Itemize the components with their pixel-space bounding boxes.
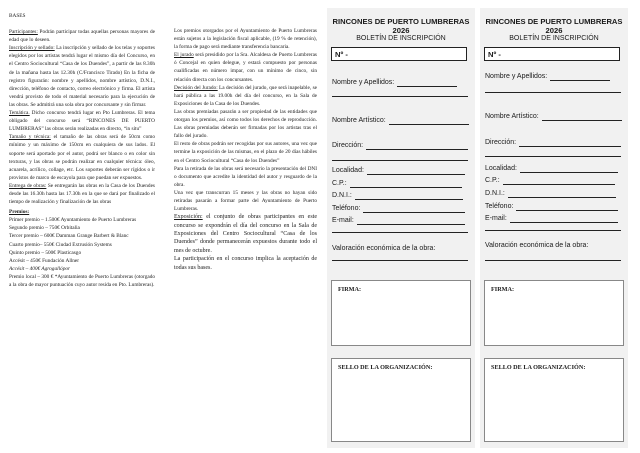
size-paragraph [9,133,155,182]
artistic-name-field[interactable]: Nombre Artístico: [332,116,469,125]
registration-form-right [480,8,628,448]
size-text: el tamaño de las obras será de 50cm como mínimo y un máximo de 150cm en cualquiera de sus lados. El soporte será aportado por el autor, podrá ser blanco o en color sin texturas, y las obras se podrán realizar en cualquier técnica: óleo, acuarela, acrílico, collage, etc. Los soportes deberán ser rígidos o ir provistos de marco de escayola para que puedan ser expuestos. [9,134,155,181]
form-year: 2026 [545,26,563,35]
email-field[interactable]: E-mail: [485,214,618,223]
dni-field[interactable]: D.N.I.: [485,189,616,198]
prize-item: Premio local – 300 € *Ayuntamiento de Puerto Lumbreras (otorgado a la obra de mayor puntuación cuyo autor resida en Pto. Lumbreras). [9,273,155,288]
dni-field[interactable]: D.N.I.: [332,191,463,200]
registration-paragraph [9,44,155,109]
prize-item: Tercer premio – 600€ Damman Grange Barbert & Blanc [9,233,129,240]
form-title: RINCONES DE PUERTO LUMBRERAS [485,17,623,26]
exhibition-label: Exposición: [174,214,203,221]
phone-field[interactable]: Teléfono: [332,204,465,213]
delivery-paragraph [9,182,155,206]
unclaimed-paragraph: Una vez que transcurran 15 meses y las obras no hayan sido retiradas pasarán a formar parte del Ayuntamiento de Puerto Lumbreras. [174,189,317,213]
prizes-title: Premios: [9,209,30,216]
jury-paragraph [174,51,317,83]
prize-item: Cuarto premio– 550€ Ciudad Extrusión Systems [9,241,112,248]
phone-field[interactable]: Teléfono: [485,202,618,211]
address-field[interactable]: Dirección: [485,138,621,147]
registration-number-field[interactable]: Nº - [484,47,620,61]
jury-label: El jurado [174,52,194,59]
pickup-paragraph: El resto de obras podrán ser recogidas por sus autores, una vez que termine la exposición de las mismas, en el plazo de 20 días hábiles en el Centro Sociocultural “Casa de los Duendes” [174,141,317,164]
postal-code-field[interactable]: C.P.: [485,176,615,185]
exhibition-text: el conjunto de obras participantes en este concurso se expondrán el día del concurso en la Sala de Exposiciones del Centro Sociocultural “Casa de los Duendes” donde permanecerán expuestos durante todo el mes de octubre. [174,214,317,254]
artwork-value-field[interactable]: Valoración económica de la obra: [485,242,589,249]
signature-box[interactable]: FIRMA: [484,280,624,346]
signature-box[interactable]: FIRMA: [331,280,471,346]
form-title: RINCONES DE PUERTO LUMBRERAS [332,17,470,26]
bases-column-middle [174,27,317,272]
artwork-value-field[interactable]: Valoración económica de la obra: [332,245,436,252]
city-field[interactable]: Localidad: [332,166,465,175]
tax-paragraph: Los premios otorgados por el Ayuntamiento de Puerto Lumbreras están sujetos a la legislación fiscal aplicable, (19 % de retención), la forma de pago será mediante transferencia bancaria. [174,28,317,51]
participants-paragraph [9,28,155,44]
decision-text: La decisión del jurado, que será inapelable, se hará pública a las 19.00h del día del concurso, en la Sala de Exposiciones de la Casa de los Duendes. [174,84,317,107]
prize-item: Accésit – 400€ Agrogallópor [9,265,71,272]
ownership-paragraph: Las obras premiadas pasarán a ser propiedad de las entidades que otorgan los premios, así como todos los derechos de reproducción. Las obras premiadas deberán ser firmadas por los artistas tras el fallo del jurado. [174,108,317,140]
address-field[interactable]: Dirección: [332,141,468,150]
prize-item: Primer premio – 1.500€ Ayuntamiento de Puerto Lumbreras [9,217,137,224]
bases-title: BASES [9,13,26,19]
theme-label: Temática. [9,110,30,117]
prize-item: Quinto premio – 500€ Plasticasgo [9,249,82,256]
registration-text: La inscripción y sellado de los telas y soportes elegidos por los artistas tendrá lugar el mismo día del Concurso, en el Centro Sociocultural “Casa de los Duendes”, a partir de las 8.30h de la mañana hasta las 12.30h (C/Francisco Tirado) En la ficha de registro figurarán: nombre y apellidos, nombre artístico, D.N.I., dirección, teléfono de contacto, correo electrónico y firma. El artista vendrá provisto de todo el material necesario para la ejecución de las obras. Se admitirá una sola obra por concursante y sin firmar. [9,45,155,108]
delivery-text: Se entregarán las obras en la Casa de los Duendes desde las 16.30h hasta las 17.30h en la que se dará por finalizado el tiempo de realización y finalización de las obras [9,182,155,206]
decision-paragraph [174,84,317,108]
email-field[interactable]: E-mail: [332,216,465,225]
theme-text: Dicho concurso tendrá lugar en Pto Lumbreras. El tema obligado del concurso será “RINCONES DE PUERTO LUMBRERAS” las obras serán realizadas en directo, “in situ” [9,110,155,133]
participants-text: Podrán participar todas aquellas personas mayores de edad que lo deseen. [9,29,155,44]
registration-number-field[interactable]: Nº - [331,47,467,61]
registration-label: Inscripción y sellado: [9,45,55,52]
withdrawal-paragraph: Para la retirada de las obras será necesario la presentación del DNI o documento que acredite la identidad del autor y resguardo de la obra. [174,165,317,188]
postal-code-field[interactable]: C.P.: [332,179,462,188]
name-field[interactable]: Nombre y Apellidos: [485,72,610,81]
prize-item: Segundo premio – 750€ Orbitalia [9,225,80,232]
exhibition-paragraph [174,213,317,255]
form-subtitle: BOLETÍN DE INSCRIPCIÓN [356,35,446,42]
registration-form-left [327,8,475,448]
form-year: 2026 [392,26,410,35]
decision-label: Decisión del Jurado: [174,84,218,91]
theme-paragraph [9,109,155,133]
acceptance-paragraph: La participación en el concurso implica la aceptación de todas sus bases. [174,256,317,271]
size-label: Tamaño y técnica: [9,134,51,141]
organization-seal-box: SELLO DE LA ORGANIZACIÓN: [484,358,624,442]
artistic-name-field[interactable]: Nombre Artístico: [485,112,622,121]
participants-label: Participantes: [9,29,38,36]
delivery-label: Entrega de obras: [9,182,47,189]
jury-text: será presidido por la Sra. Alcaldesa de Puerto Lumbreras ó Concejal en quien delegue, y estará compuesto por personas cualificadas en número impar, con un mínimo de cinco, sin relación directa con los concursantes. [174,52,317,83]
name-field[interactable]: Nombre y Apellidos: [332,78,457,87]
organization-seal-box: SELLO DE LA ORGANIZACIÓN: [331,358,471,442]
form-subtitle: BOLETÍN DE INSCRIPCIÓN [509,35,599,42]
bases-column-left [9,12,155,289]
city-field[interactable]: Localidad: [485,164,618,173]
prize-item: Accésit – 450€ Fundación Allner [9,257,80,264]
